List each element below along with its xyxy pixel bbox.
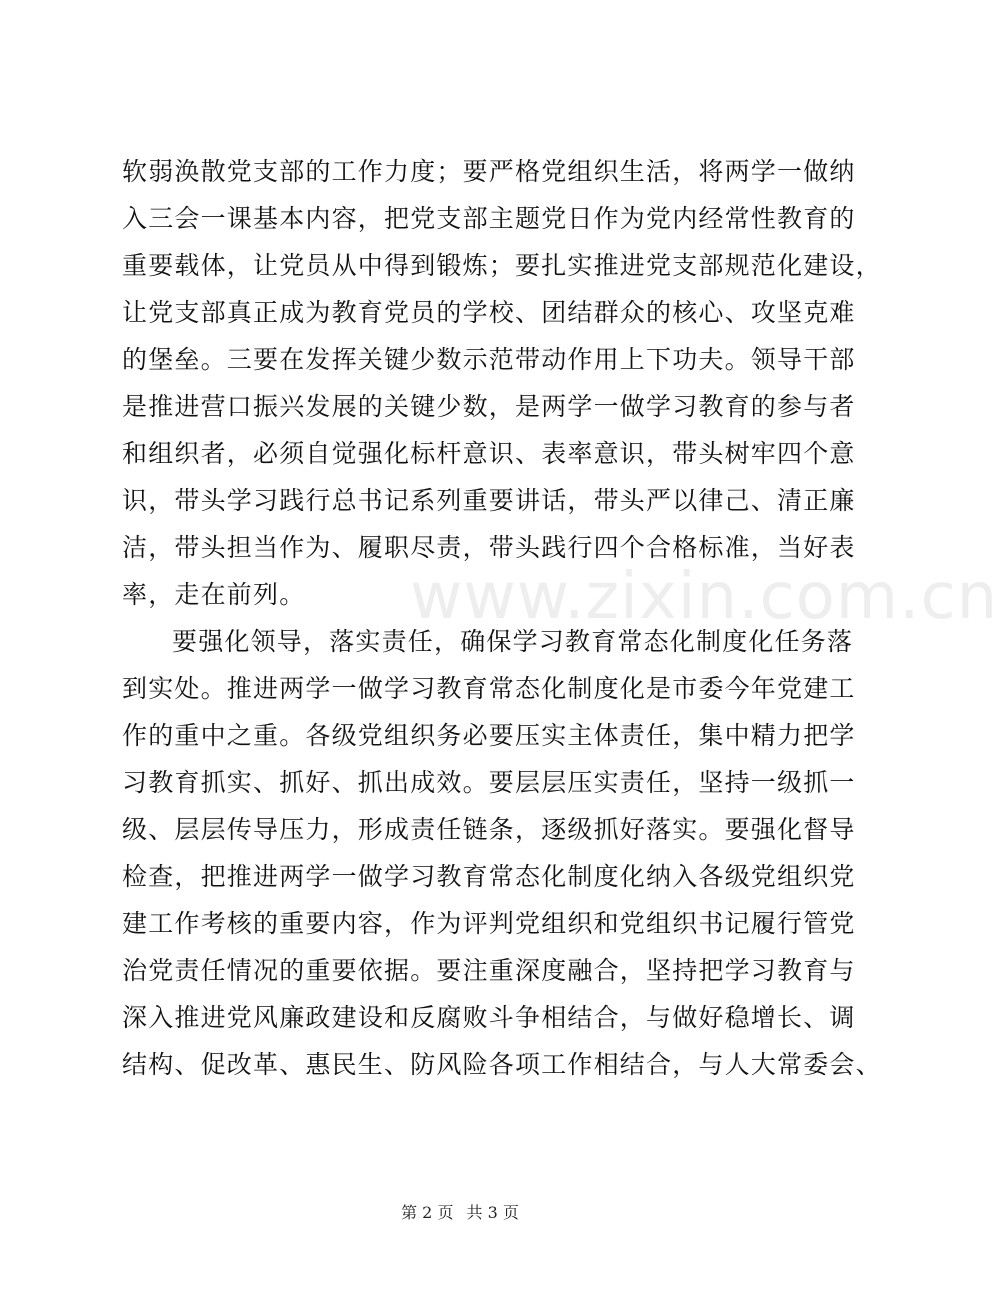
text-line: 识，带头学习践行总书记系列重要讲话，带头严以律己、清正廉: [122, 486, 856, 515]
page-total: 共 3 页: [466, 1203, 519, 1222]
watermark: www.zixin.com.cn: [410, 560, 998, 634]
text-line: 软弱涣散党支部的工作力度；要严格党组织生活，将两学一做纳: [122, 157, 856, 186]
text-line: 检查，把推进两学一做学习教育常态化制度化纳入各级党组织党: [122, 862, 856, 891]
text-line: 治党责任情况的重要依据。要注重深度融合，坚持把学习教育与: [122, 956, 856, 985]
text-line: 作的重中之重。各级党组织务必要压实主体责任，集中精力把学: [122, 721, 856, 750]
text-line: 洁，带头担当作为、履职尽责，带头践行四个合格标准，当好表: [122, 533, 856, 562]
text-line: 重要载体，让党员从中得到锻炼；要扎实推进党支部规范化建设，: [122, 251, 882, 280]
page-number: 第 2 页: [401, 1203, 454, 1222]
text-line: 建工作考核的重要内容，作为评判党组织和党组织书记履行管党: [122, 909, 856, 938]
text-line: 率，走在前列。: [122, 580, 306, 609]
text-line: 习教育抓实、抓好、抓出成效。要层层压实责任，坚持一级抓一: [122, 768, 856, 797]
page-footer: [0, 1200, 920, 1223]
text-line: 是推进营口振兴发展的关键少数，是两学一做学习教育的参与者: [122, 392, 856, 421]
text-line: 到实处。推进两学一做学习教育常态化制度化是市委今年党建工: [122, 674, 856, 703]
text-line: 和组织者，必须自觉强化标杆意识、表率意识，带头树牢四个意: [122, 439, 856, 468]
text-line: 深入推进党风廉政建设和反腐败斗争相结合，与做好稳增长、调: [122, 1003, 856, 1032]
text-line: 入三会一课基本内容，把党支部主题党日作为党内经常性教育的: [122, 204, 856, 233]
text-line: 级、层层传导压力，形成责任链条，逐级抓好落实。要强化督导: [122, 815, 856, 844]
document-body: [122, 148, 882, 1088]
text-line: 让党支部真正成为教育党员的学校、团结群众的核心、攻坚克难: [122, 298, 856, 327]
text-line: 结构、促改革、惠民生、防风险各项工作相结合，与人大常委会、: [122, 1050, 882, 1079]
text-line: 的堡垒。三要在发挥关键少数示范带动作用上下功夫。领导干部: [122, 345, 856, 374]
text-line: 要强化领导，落实责任，确保学习教育常态化制度化任务落: [172, 627, 854, 656]
